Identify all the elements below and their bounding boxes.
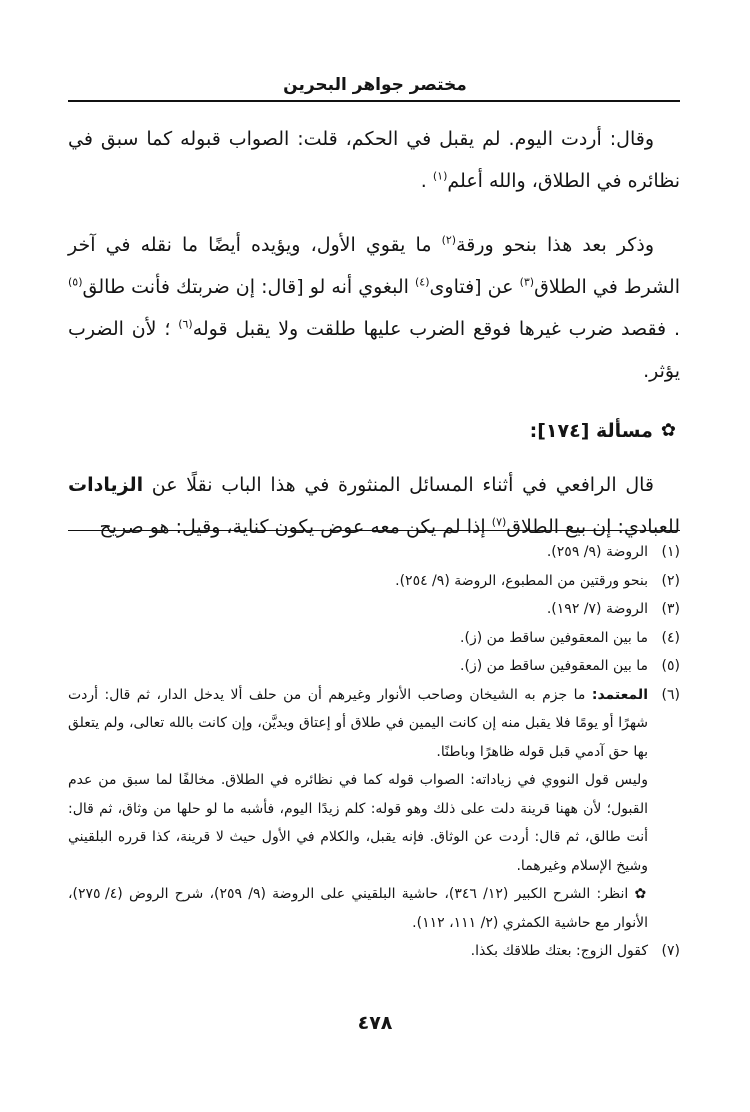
paragraph-2 (68, 224, 680, 392)
footnote-ref-2[interactable]: (٢) (441, 233, 457, 247)
paragraph-2-part-c: عن [فتاوى (429, 276, 520, 298)
footnote-text: الروضة (٧/ ١٩٢). (546, 601, 648, 617)
footnote-item (68, 624, 680, 653)
footnote-item (68, 595, 680, 624)
footnote-text: كقول الزوج: بعتك طلاقك بكذا. (470, 943, 648, 959)
footnote-number: (١) (661, 544, 680, 560)
paragraph-3-part-b: للعبادي: إن بيع الطلاق (506, 516, 680, 538)
running-header-title: مختصر جواهر البحرين (283, 75, 467, 95)
paragraph-1-end: . (420, 170, 433, 192)
paragraph-3-part-a: قال الرافعي في أثناء المسائل المنثورة في هذا الباب نقلًا عن (143, 474, 654, 496)
footnote-text: بنحو ورقتين من المطبوع، الروضة (٩/ ٢٥٤). (395, 572, 648, 589)
footnote-item-6 (68, 681, 680, 767)
footnotes (68, 538, 680, 966)
footnote-ref-4[interactable]: (٤) (415, 275, 430, 289)
paragraph-3-bold-term: الزيادات (68, 474, 144, 496)
footnote-text: ما بين المعقوفين ساقط من (ز). (460, 658, 648, 674)
header-rule (68, 100, 680, 102)
paragraph-2-part-b: ما يقوي الأول، ويؤيده أيضًا ما نقله في آخر الشرط في الطلاق (68, 234, 680, 298)
footnote-6-label: المعتمد: (591, 686, 648, 703)
footnotes-rule (68, 530, 680, 531)
footnote-6-text: ما جزم به الشيخان وصاحب الأنوار وغيرهم أن من حلف ألا يدخل الدار، ثم قال: أردت شهرًا أو يومًا فلا يقبل منه إن كانت اليمين في طلاق أو إعتاق ويديَّن، وإن كانت بالله تعالى، ولم يتعلق بها حق آدمي قبل قوله ظاهرًا وباطنًا. (68, 686, 648, 760)
footnote-6-references-text: انظر: الشرح الكبير (١٢/ ٣٤٦)، حاشية البلقيني على الروضة (٩/ ٢٥٩)، شرح الروض (٤/ ٢٧٥)، الأنوار مع حاشية الكمثري (٢/ ١١١، ١١٢). (68, 886, 648, 931)
footnote-number: (٧) (661, 943, 680, 959)
footnote-number: (٣) (661, 601, 680, 617)
footnote-ref-1[interactable]: (١) (432, 169, 448, 183)
paragraph-1-text: وقال: أردت اليوم. لم يقبل في الحكم، قلت: الصواب قبوله كما سبق في نظائره في الطلاق، والله أعلم (68, 128, 680, 192)
footnote-number: (٢) (661, 572, 680, 589)
question-heading (68, 410, 680, 452)
footnote-ref-5[interactable]: (٥) (68, 275, 83, 289)
footnote-number: (٦) (661, 686, 680, 703)
page-number: ٤٧٨ (357, 1012, 393, 1034)
footnote-text (68, 681, 648, 767)
footnote-item (68, 567, 680, 596)
footnote-text: ما بين المعقوفين ساقط من (ز). (460, 629, 648, 646)
paragraph-1 (68, 118, 680, 202)
paragraph-2-part-a: وذكر بعد هذا بنحو ورقة (456, 234, 654, 256)
paragraph-3-part-c: إذا لم يكن معه عوض يكون كناية، وقيل: هو صريح (99, 516, 492, 538)
footnote-item (68, 652, 680, 681)
paragraph-2-part-f: ؛ لأن الضرب يؤثر. (68, 318, 680, 382)
flower-ornament-icon: ✿ (634, 886, 648, 902)
footnote-item (68, 538, 680, 567)
footnote-ref-3[interactable]: (٣) (519, 275, 535, 289)
paragraph-3 (68, 464, 680, 548)
paragraph-2-part-e: . فقصد ضرب غيرها فوقع الضرب عليها طلقت ولا يقبل قوله (192, 318, 680, 340)
footnote-text: الروضة (٩/ ٢٥٩). (546, 544, 648, 560)
footnote-ref-7[interactable]: (٧) (491, 515, 507, 529)
footnote-6-paragraph-2: وليس قول النووي في زياداته: الصواب قوله كما في نظائره في الطلاق. مخالفًا لما سبق من عدم القبول؛ لأن ههنا قرينة دلت على ذلك وهو قوله: كلم زيدًا اليوم، فأشبه ما لو حلها من وثاق، ثم قال: أنت طالق، ثم قال: أردت عن الوثاق. فإنه يقبل، والكلام في الأول حيث لا قرينة، كذا قرره البلقيني وشيخ الإسلام وغيرهما. (68, 772, 648, 874)
paragraph-2-part-d: البغوي أنه لو [قال: إن ضربتك فأنت طالق (82, 276, 415, 298)
question-label: مسألة [١٧٤]: (529, 420, 653, 442)
main-text (68, 118, 680, 548)
footnote-item-7 (68, 937, 680, 966)
footnote-number: (٤) (661, 629, 680, 646)
footnote-6-references (68, 880, 680, 937)
footnote-ref-6[interactable]: (٦) (178, 317, 193, 331)
flower-ornament-icon: ✿ (660, 420, 676, 441)
footnote-number: (٥) (661, 658, 680, 674)
